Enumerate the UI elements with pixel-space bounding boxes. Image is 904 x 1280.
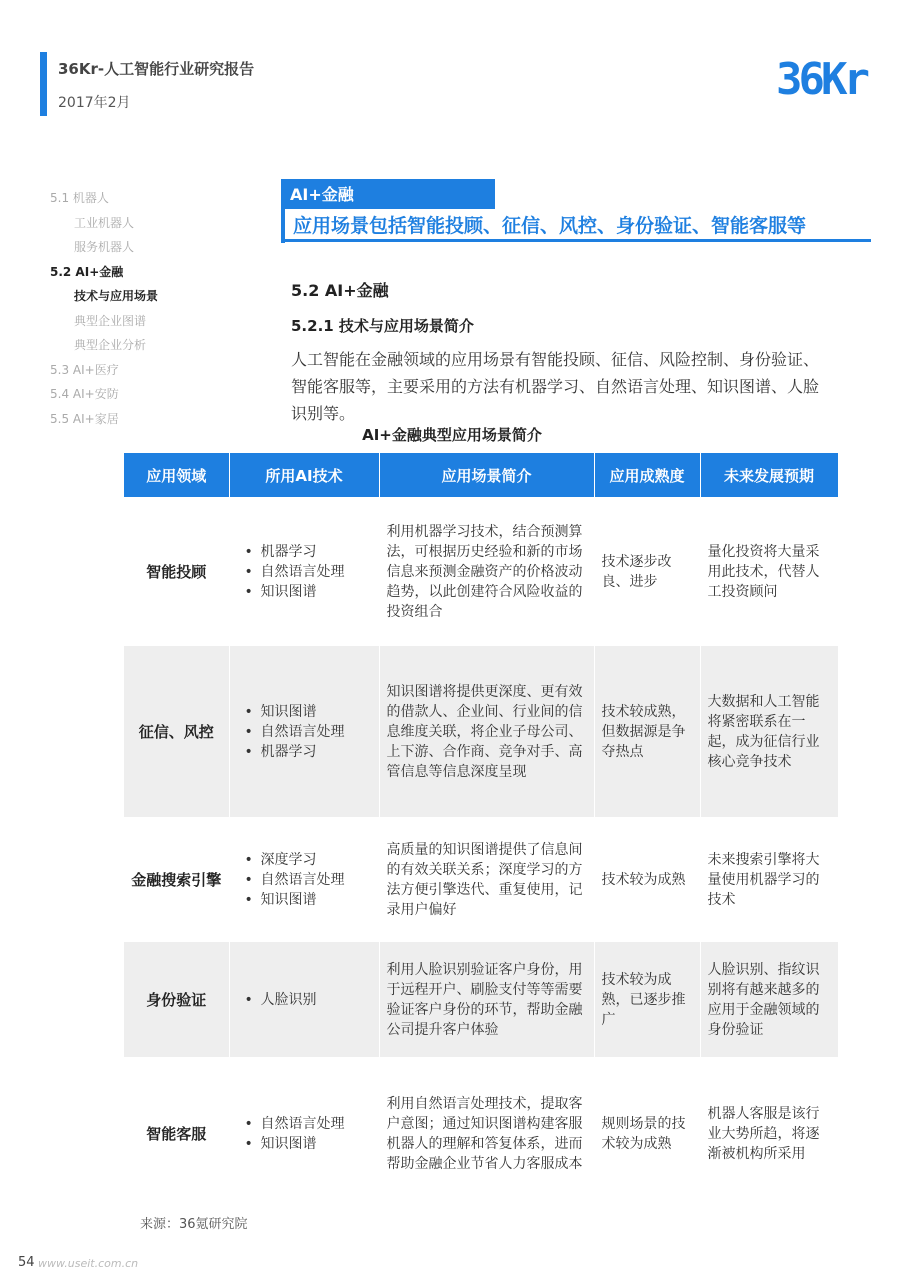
header-accent-bar xyxy=(40,52,47,116)
tech-item: • 自然语言处理 xyxy=(261,562,372,582)
domain-cell: 金融搜索引擎 xyxy=(124,819,229,941)
future-cell: 人脸识别、指纹识别将有越来越多的应用于金融领域的身份验证 xyxy=(700,941,838,1059)
toc-item[interactable]: 工业机器人 xyxy=(74,215,135,230)
tech-item: • 知识图谱 xyxy=(261,890,372,910)
scenario-cell: 利用人脸识别验证客户身份，用于远程开户、刷脸支付等等需要验证客户身份的环节，帮助金融公司提升客户体验 xyxy=(379,941,594,1059)
toc-item[interactable]: 5.1 机器人 xyxy=(50,191,109,205)
toc-item[interactable]: 典型企业分析 xyxy=(74,338,147,352)
future-cell: 大数据和人工智能将紧密联系在一起，成为征信行业核心竞争技术 xyxy=(700,645,838,819)
intro-paragraph: 人工智能在金融领域的应用场景有智能投顾、征信、风险控制、身份验证、智能客服等，主要采用的方法有机器学习、自然语言处理、知识图谱、人脸识别等。 xyxy=(291,350,820,423)
section-tag: AI+金融 xyxy=(290,185,354,204)
toc-item[interactable]: 5.4 AI+安防 xyxy=(50,387,119,401)
header-cell: 所用AI技术 xyxy=(229,453,379,499)
report-date: 2017年2月 xyxy=(58,95,131,111)
table-row xyxy=(124,645,838,819)
scenario-cell: 利用机器学习技术，结合预测算法，可根据历史经验和新的市场信息来预测金融资产的价格波动趋势，以此创建符合风险收益的投资组合 xyxy=(379,499,594,645)
tech-item: • 自然语言处理 xyxy=(261,870,372,890)
maturity-cell: 技术较为成熟，已逐步推广 xyxy=(594,941,700,1059)
section-underline xyxy=(281,239,871,242)
maturity-cell: 技术较为成熟 xyxy=(594,819,700,941)
heading-5-2: 5.2 AI+金融 xyxy=(291,281,389,300)
toc-item[interactable]: 服务机器人 xyxy=(74,240,135,254)
36kr-logo xyxy=(776,52,872,108)
table-row xyxy=(124,1059,838,1209)
header-cell: 应用场景简介 xyxy=(379,453,594,499)
domain-cell: 智能客服 xyxy=(124,1059,229,1209)
report-title: 36Kr-人工智能行业研究报告 xyxy=(58,60,255,78)
header-cell: 应用领域 xyxy=(124,453,229,499)
maturity-cell: 技术较成熟，但数据源是争夺热点 xyxy=(594,645,700,819)
table-caption: AI+金融典型应用场景简介 xyxy=(362,426,542,444)
toc-item[interactable]: 技术与应用场景 xyxy=(74,289,159,303)
logo-text: 36Kr xyxy=(776,54,866,105)
tech-item: • 知识图谱 xyxy=(261,1134,372,1154)
tech-item: • 知识图谱 xyxy=(261,702,372,722)
tech-cell xyxy=(229,941,379,1059)
scenario-cell: 知识图谱将提供更深度、更有效的借款人、企业间、行业间的信息维度关联，将企业子母公司、上下游、合作商、竞争对手、高管信息等信息深度呈现 xyxy=(379,645,594,819)
table-row xyxy=(124,499,838,645)
table-of-contents xyxy=(50,186,158,431)
watermark: www.useit.com.cn xyxy=(38,1257,139,1270)
maturity-cell: 技术逐步改良、进步 xyxy=(594,499,700,645)
tech-cell xyxy=(229,1059,379,1209)
tech-item: • 机器学习 xyxy=(261,542,372,562)
header-cell: 应用成熟度 xyxy=(594,453,700,499)
tech-item: • 知识图谱 xyxy=(261,582,372,602)
scenario-cell: 高质量的知识图谱提供了信息间的有效关联关系；深度学习的方法方便引擎迭代、重复使用，记录用户偏好 xyxy=(379,819,594,941)
domain-cell: 征信、风控 xyxy=(124,645,229,819)
header-cell: 未来发展预期 xyxy=(700,453,838,499)
tech-cell xyxy=(229,499,379,645)
future-cell: 量化投资将大量采用此技术，代替人工投资顾问 xyxy=(700,499,838,645)
scenario-table xyxy=(124,453,839,1209)
tech-cell xyxy=(229,645,379,819)
toc-item[interactable]: 5.2 AI+金融 xyxy=(50,264,124,279)
tech-item: • 机器学习 xyxy=(261,742,372,762)
heading-5-2-1: 5.2.1 技术与应用场景简介 xyxy=(291,317,474,335)
source-note: 来源：36氪研究院 xyxy=(140,1217,248,1232)
tech-item: • 深度学习 xyxy=(261,850,372,870)
table-header-row xyxy=(124,453,838,499)
tech-cell xyxy=(229,819,379,941)
tech-item: • 自然语言处理 xyxy=(261,1114,372,1134)
section-title: 应用场景包括智能投顾、征信、风控、身份验证、智能客服等 xyxy=(293,215,807,237)
domain-cell: 身份验证 xyxy=(124,941,229,1059)
future-cell: 未来搜索引擎将大量使用机器学习的技术 xyxy=(700,819,838,941)
tech-item: • 自然语言处理 xyxy=(261,722,372,742)
domain-cell: 智能投顾 xyxy=(124,499,229,645)
scenario-cell: 利用自然语言处理技术，提取客户意图；通过知识图谱构建客服机器人的理解和答复体系，进而帮助金融企业节省人力客服成本 xyxy=(379,1059,594,1209)
toc-item[interactable]: 5.3 AI+医疗 xyxy=(50,362,119,377)
toc-item[interactable]: 5.5 AI+家居 xyxy=(50,411,119,426)
page-number: 54 xyxy=(18,1255,35,1270)
tech-item: • 人脸识别 xyxy=(261,990,372,1010)
maturity-cell: 规则场景的技术较为成熟 xyxy=(594,1059,700,1209)
table-row xyxy=(124,941,838,1059)
toc-item[interactable]: 典型企业图谱 xyxy=(74,313,147,328)
table-row xyxy=(124,819,838,941)
future-cell: 机器人客服是该行业大势所趋，将逐渐被机构所采用 xyxy=(700,1059,838,1209)
